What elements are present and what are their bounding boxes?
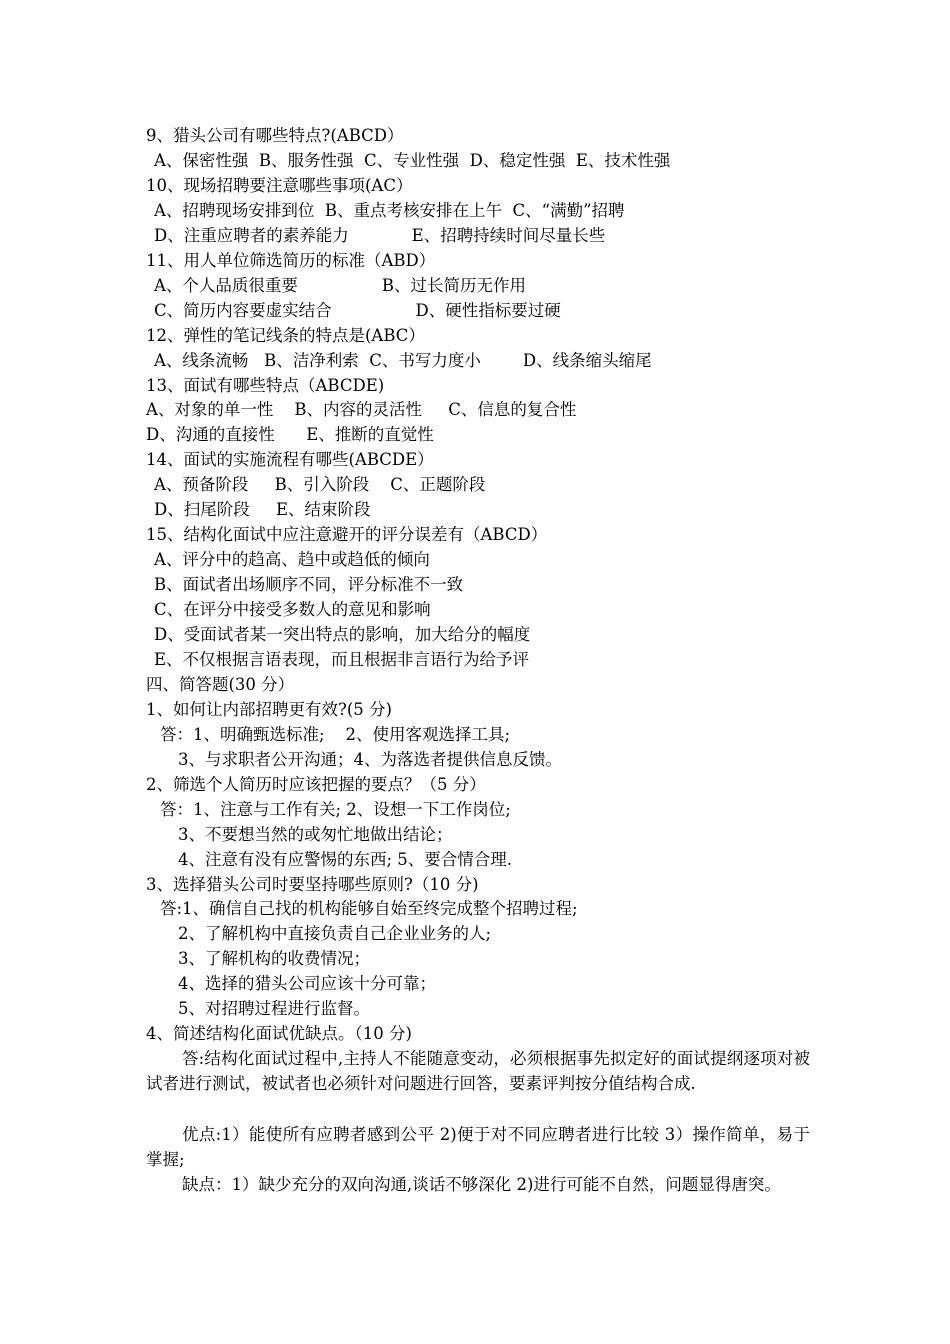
document-line: B、面试者出场顺序不同，评分标准不一致 (154, 575, 464, 595)
document-line: 11、用人单位筛选简历的标准（ABD） (146, 250, 436, 270)
document-line: A、招聘现场安排到位 B、重点考核安排在上午 C、“满勤”招聘 (154, 200, 625, 220)
document-line: 四、简答题(30 分） (146, 674, 295, 694)
document-line: 13、面试有哪些特点（ABCDE) (146, 375, 385, 395)
document-line: 3、选择猎头公司时要坚持哪些原则?（10 分) (146, 874, 479, 894)
document-line: 5、对招聘过程进行监督。 (178, 999, 370, 1019)
document-line: 4、选择的猎头公司应该十分可靠； (178, 974, 436, 994)
document-line: A、评分中的趋高、趋中或趋低的倾向 (154, 550, 430, 570)
document-line: 4、注意有没有应警惕的东西; 5、要合情合理. (178, 849, 513, 869)
document-line: D、受面试者某一突出特点的影响，加大给分的幅度 (154, 625, 531, 644)
document-paragraph: 缺点：1）缺少充分的双向沟通,谈话不够深化 2)进行可能不自然，问题显得唐突。 (182, 1175, 781, 1194)
document-line: 答：1、明确甄选标准; 2、使用客观选择工具; (160, 724, 511, 744)
document-line: 4、简述结构化面试优缺点。（10 分) (146, 1024, 412, 1044)
document-line: 答:1、确信自己找的机构能够自始至终完成整个招聘过程; (160, 899, 578, 919)
document-line: 2、了解机构中直接负责自己企业业务的人; (178, 924, 492, 944)
document-line: 1、如何让内部招聘更有效?(5 分) (146, 699, 392, 719)
document-line: E、不仅根据言语表现，而且根据非言语行为给予评 (154, 649, 530, 669)
document-line: A、对象的单一性 B、内容的灵活性 C、信息的复合性 (146, 400, 577, 420)
document-line: 15、结构化面试中应注意避开的评分误差有（ABCD） (146, 525, 548, 545)
document-line: 3、了解机构的收费情况； (178, 949, 370, 969)
document-line: 14、面试的实施流程有哪些(ABCDE） (146, 450, 434, 470)
document-line: D、扫尾阶段 E、结束阶段 (154, 500, 371, 520)
document-line: 答：1、注意与工作有关; 2、设想一下工作岗位; (160, 799, 511, 819)
document-line: D、沟通的直接性 E、推断的直觉性 (146, 425, 434, 445)
document-line: C、简历内容要虚实结合 D、硬性指标要过硬 (154, 300, 561, 320)
document-line: 3、与求职者公开沟通；4、为落选者提供信息反馈。 (178, 749, 562, 769)
document-paragraph: 答:结构化面试过程中,主持人不能随意变动，必须根据事先拟定好的面试提纲逐项对被试者进行测试，被试者也必须针对问题进行回答，要素评判按分值结构合成. (146, 1049, 810, 1093)
document-line: D、注重应聘者的素养能力 E、招聘持续时间尽量长些 (154, 225, 606, 245)
document-line: A、线条流畅 B、洁净利索 C、书写力度小 D、线条缩头缩尾 (154, 350, 652, 370)
document-line: C、在评分中接受多数人的意见和影响 (154, 600, 431, 620)
document-line: 3、不要想当然的或匆忙地做出结论； (178, 824, 453, 844)
document-line: A、预备阶段 B、引入阶段 C、正题阶段 (154, 475, 486, 495)
document-line: 10、现场招聘要注意哪些事项(AC） (146, 175, 413, 195)
document-line: A、个人品质很重要 B、过长简历无作用 (154, 275, 526, 295)
document-line: A、保密性强 B、服务性强 C、专业性强 D、稳定性强 E、技术性强 (154, 150, 671, 170)
document-paragraph: 优点:1）能使所有应聘者感到公平 2)便于对不同应聘者进行比较 3）操作简单，易于掌握; (146, 1125, 810, 1169)
document-line: 9、猎头公司有哪些特点?(ABCD） (146, 126, 404, 145)
document-line: 2、筛选个人简历时应该把握的要点？（5 分） (146, 774, 486, 794)
document-line: 12、弹性的笔记线条的特点是(ABC） (146, 325, 425, 345)
